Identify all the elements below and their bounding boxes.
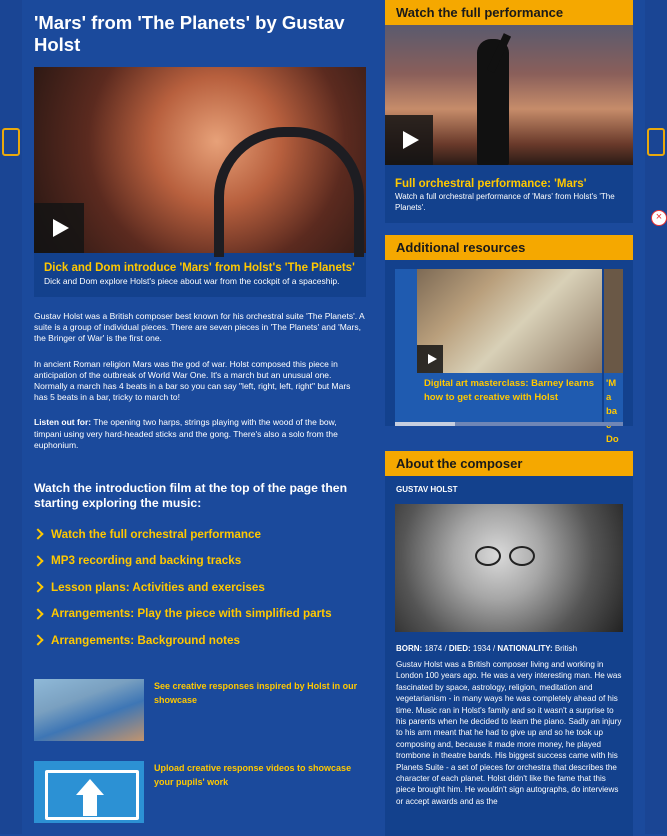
performance-card[interactable] bbox=[385, 25, 633, 223]
link-arrangements-notes[interactable] bbox=[34, 627, 366, 654]
chevron-right-icon bbox=[32, 582, 43, 593]
resource-link-list bbox=[34, 521, 366, 654]
link-label: Arrangements: Background notes bbox=[51, 633, 240, 647]
chevron-right-icon bbox=[32, 529, 43, 540]
upload-arrow-stem bbox=[83, 794, 97, 816]
composer-portrait bbox=[395, 504, 623, 632]
intro-video-thumbnail[interactable] bbox=[34, 67, 366, 253]
died-value: 1934 / bbox=[470, 644, 498, 653]
upload-arrow-icon bbox=[76, 779, 104, 795]
link-lesson-plans[interactable] bbox=[34, 574, 366, 601]
play-icon bbox=[403, 131, 419, 149]
link-full-performance[interactable] bbox=[34, 521, 366, 548]
link-label: MP3 recording and backing tracks bbox=[51, 554, 242, 568]
carousel-prev-card[interactable] bbox=[395, 269, 417, 425]
upload-link[interactable]: Upload creative response videos to showcase your pupils' work bbox=[154, 763, 352, 787]
right-decorative-edge bbox=[645, 0, 667, 834]
chevron-right-icon bbox=[32, 635, 43, 646]
showcase-link[interactable]: See creative responses inspired by Holst in our showcase bbox=[154, 681, 358, 705]
page-title: 'Mars' from 'The Planets' by Gustav Holst bbox=[34, 12, 345, 55]
circuit-decoration-icon bbox=[2, 128, 20, 156]
play-button[interactable] bbox=[417, 345, 443, 373]
born-value: 1874 / bbox=[422, 644, 449, 653]
composer-bio: Gustav Holst was a British composer living and working in London 100 years ago. He was a very interesting man. He was fascinated by space, astrology, religion, meditation and vegetarianism - in many ways he was completely ahead of his time. Music ran in Holst's family and so it wasn't a surprise to his parents when he decided to learn the piano. Sadly an injury to his arm meant that he had to give up and so he took up composing and, because it made more money, he played trombone in theatre bands. His biggest success came with his Planets Suite - a set of pieces for orchestra that describes the character of each planet. Holst didn't like the fame that this piece brought him. He wouldn't sign autographs, do interviews or accept awards and as the bbox=[396, 660, 622, 806]
play-button[interactable] bbox=[34, 203, 84, 253]
play-button[interactable] bbox=[385, 115, 433, 165]
resources-carousel[interactable] bbox=[385, 260, 633, 445]
circuit-decoration-icon bbox=[647, 128, 665, 156]
composer-header: About the composer bbox=[385, 451, 633, 476]
composer-meta bbox=[385, 632, 633, 653]
carousel-scrollbar[interactable] bbox=[395, 422, 623, 426]
main-content bbox=[34, 0, 366, 654]
headphones-graphic bbox=[214, 127, 364, 257]
listen-label: Listen out for: bbox=[34, 417, 92, 428]
performance-panel bbox=[385, 0, 633, 223]
born-label: BORN: bbox=[396, 644, 423, 653]
nationality-value: British bbox=[552, 644, 578, 653]
link-label: Arrangements: Play the piece with simplified parts bbox=[51, 607, 332, 621]
link-label: Watch the full orchestral performance bbox=[51, 527, 261, 541]
carousel-scrollbar-thumb[interactable] bbox=[395, 422, 455, 426]
performance-header: Watch the full performance bbox=[385, 0, 633, 25]
intro-video-description: Dick and Dom explore Holst's piece about war from the cockpit of a spaceship. bbox=[44, 276, 340, 286]
showcase-thumbnail[interactable] bbox=[34, 679, 144, 741]
intro-video-title[interactable]: Dick and Dom introduce 'Mars' from Holst's 'The Planets' bbox=[44, 262, 355, 274]
performance-caption bbox=[385, 165, 633, 213]
resource-thumbnail[interactable] bbox=[417, 269, 602, 373]
chevron-right-icon bbox=[32, 555, 43, 566]
watch-heading: Watch the introduction film at the top of the page then starting exploring the music: bbox=[34, 481, 348, 511]
listen-paragraph bbox=[34, 417, 366, 451]
link-label: Lesson plans: Activities and exercises bbox=[51, 580, 265, 594]
nationality-label: NATIONALITY: bbox=[497, 644, 553, 653]
resources-panel bbox=[385, 235, 633, 445]
performance-title[interactable]: Full orchestral performance: 'Mars' bbox=[395, 178, 587, 190]
intro-paragraph: Gustav Holst was a British composer best known for his orchestral suite 'The Planets'. A suite is a group of individual pieces. There are seven pieces in 'The Planets' and 'Mars, the Bringer of War' is the first one. bbox=[34, 311, 365, 344]
composer-panel bbox=[385, 451, 633, 836]
chevron-right-icon bbox=[32, 608, 43, 619]
performance-thumbnail[interactable] bbox=[385, 25, 633, 165]
next-card-thumbnail bbox=[604, 269, 623, 373]
upload-promo[interactable] bbox=[34, 761, 366, 823]
intro-video-caption bbox=[34, 253, 366, 297]
resource-title[interactable]: Digital art masterclass: Barney learns how to get creative with Holst bbox=[424, 378, 595, 403]
composer-name: GUSTAV HOLST bbox=[396, 485, 458, 494]
showcase-promo[interactable] bbox=[34, 679, 366, 741]
link-mp3-recording[interactable] bbox=[34, 548, 366, 575]
resource-card[interactable] bbox=[417, 269, 602, 425]
carousel-next-card[interactable] bbox=[604, 269, 623, 445]
link-arrangements-parts[interactable] bbox=[34, 601, 366, 628]
left-decorative-edge bbox=[0, 0, 22, 834]
listen-text: The opening two harps, strings playing with the wood of the bow, timpani using very hard-headed sticks and the gong. There's also a solo from the euphonium. bbox=[34, 417, 338, 450]
resources-header: Additional resources bbox=[385, 235, 633, 260]
composer-card bbox=[385, 476, 633, 836]
upload-thumbnail[interactable] bbox=[34, 761, 144, 823]
performance-description: Watch a full orchestral performance of 'Mars' from Holst's 'The Planets'. bbox=[395, 192, 615, 212]
mars-paragraph: In ancient Roman religion Mars was the god of war. Holst composed this piece in anticipation of the outbreak of World War One. It's a march but an unusual one. Normally a march has 4 beats in a bar so you can say "left, right, left, right" but Mars has 5 beats in a bar, tricky to march to! bbox=[34, 358, 351, 403]
close-icon[interactable]: × bbox=[651, 210, 667, 226]
next-card-title: 'Ma ba Do bbox=[606, 378, 619, 445]
play-icon bbox=[53, 219, 69, 237]
died-label: DIED: bbox=[448, 644, 471, 653]
play-icon bbox=[428, 354, 437, 364]
glasses-graphic bbox=[475, 546, 545, 564]
